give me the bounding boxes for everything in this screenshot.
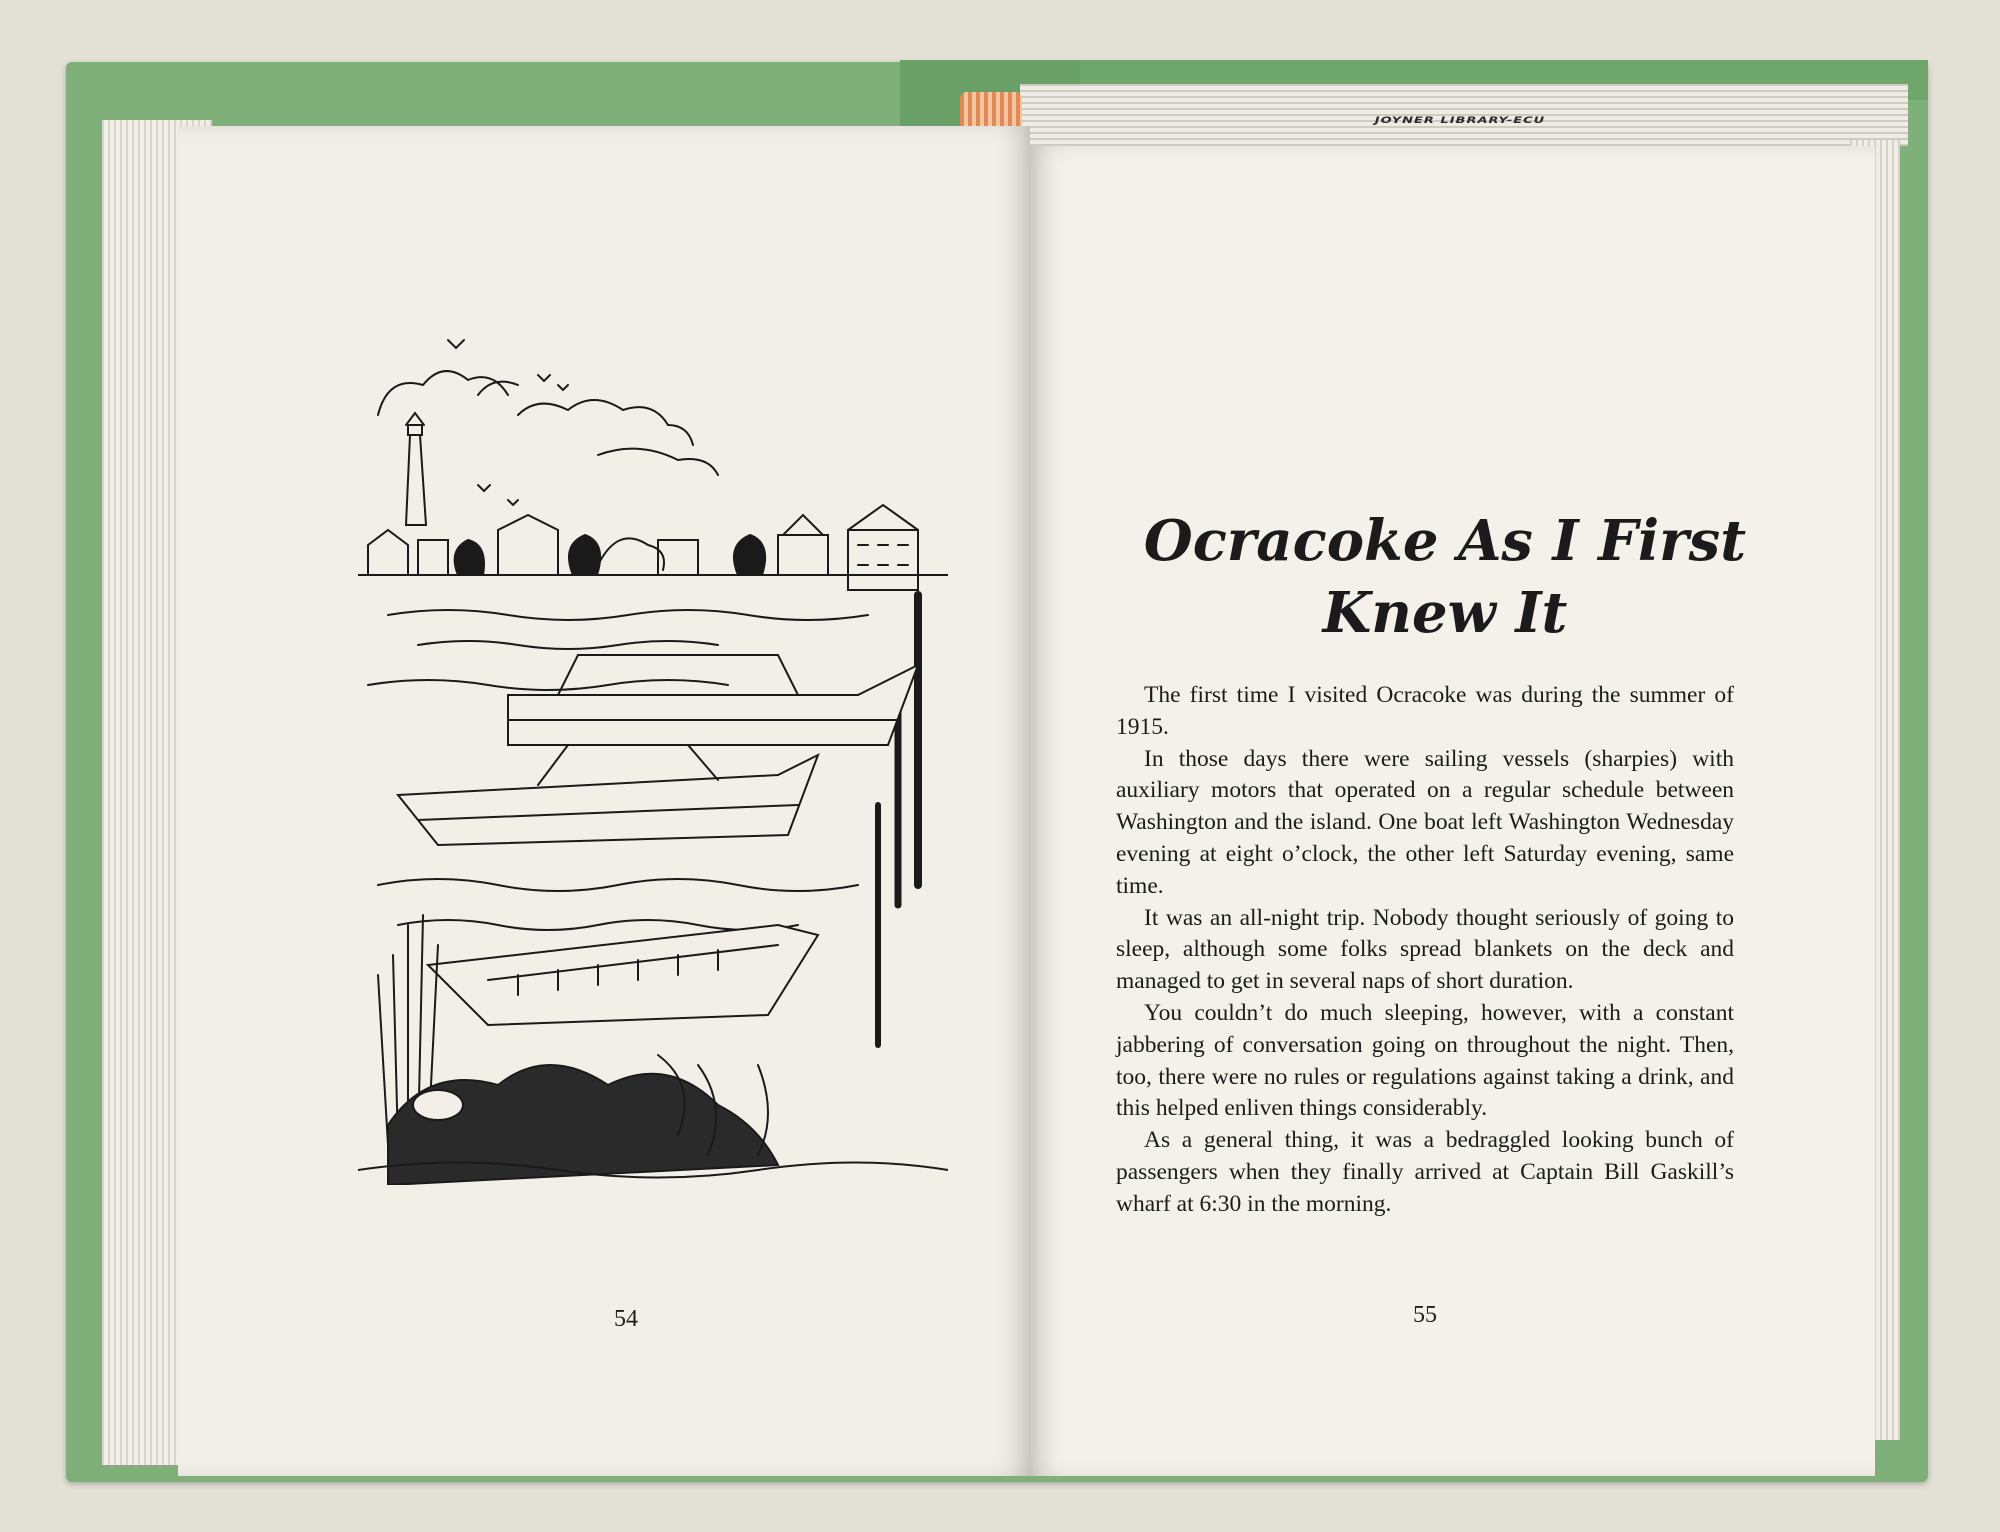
library-stamp: JOYNER LIBRARY-ECU: [1374, 115, 1546, 126]
paragraph: As a general thing, it was a bedraggled looking bunch of passengers when they finally arrived at Captain Bill Gaskill’s wharf at 6:30 in the morning.: [1116, 1127, 1734, 1217]
paragraph: The first time I visited Ocracoke was during the summer of 1915.: [1116, 682, 1734, 740]
paragraph: In those days there were sailing vessels (sharpies) with auxiliary motors that operated on a regular schedule between Washington and the island. One boat left Washington Wednesday evening at eight o’clock, the other left Saturday evening, same time.: [1116, 745, 1734, 899]
harbor-illustration: [358, 325, 948, 1185]
chapter-title: [1125, 505, 1765, 649]
chapter-title-line1: Ocracoke As I First: [1143, 508, 1747, 574]
paragraph: You couldn’t do much sleeping, however, with a constant jabbering of conversation going on throughout the night. Then, too, there were no rules or regulations against taking a drink, and this helped enliven things considerably.: [1116, 999, 1734, 1122]
paragraph: It was an all-night trip. Nobody thought seriously of going to sleep, although some folks spread blankets on the deck and managed to get in several naps of short duration.: [1116, 904, 1734, 995]
right-page-number: 55: [1413, 1302, 1437, 1328]
chapter-body: [1116, 680, 1734, 1221]
left-page-number: 54: [614, 1306, 638, 1332]
chapter-title-line2: Knew It: [1322, 580, 1568, 646]
